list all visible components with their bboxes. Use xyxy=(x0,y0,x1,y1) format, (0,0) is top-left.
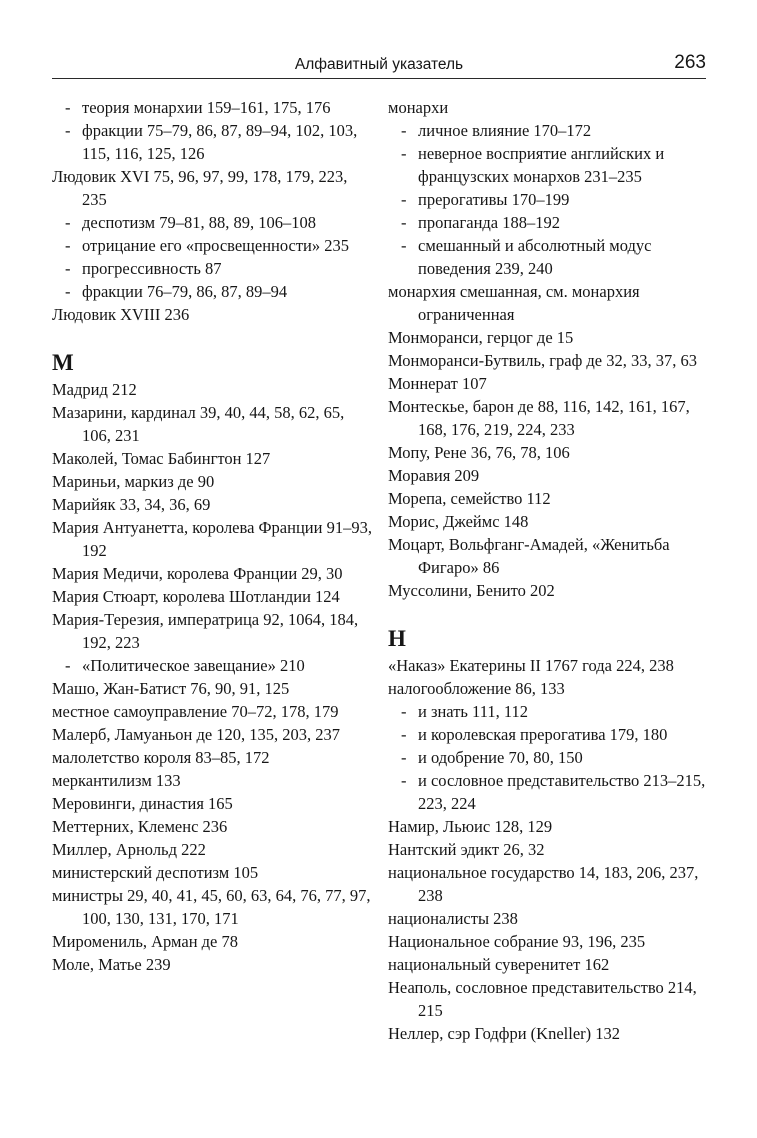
subentry-dash: - xyxy=(65,656,71,675)
subentry-dash: - xyxy=(401,121,407,140)
subentry-dash: - xyxy=(401,213,407,232)
index-entry xyxy=(388,815,710,838)
entry-text: Меттерних, Клеменс 236 xyxy=(52,817,228,836)
index-entry xyxy=(388,838,710,861)
index-entry xyxy=(388,654,710,677)
entry-text: Мариньи, маркиз де 90 xyxy=(52,472,215,491)
index-entry xyxy=(388,487,710,510)
entry-text: Муссолини, Бенито 202 xyxy=(388,581,555,600)
index-entry xyxy=(388,976,710,1022)
header-title: Алфавитный указатель xyxy=(294,56,464,73)
entry-text: прерогативы 170–199 xyxy=(418,190,570,209)
subentry-dash: - xyxy=(65,121,71,140)
index-entry xyxy=(52,378,374,401)
subentry-dash: - xyxy=(401,702,407,721)
index-subentry xyxy=(388,769,710,815)
index-subentry xyxy=(52,257,374,280)
entry-text: Людовик XVIII 236 xyxy=(52,305,190,324)
entry-text: фракции 75–79, 86, 87, 89–94, 102, 103, 115, 116, 125, 126 xyxy=(82,121,358,163)
index-entry xyxy=(52,447,374,470)
index-subentry xyxy=(52,234,374,257)
entry-text: отрицание его «просвещенности» 235 xyxy=(82,236,350,255)
entry-text: монархи xyxy=(388,98,449,117)
entry-text: министры 29, 40, 41, 45, 60, 63, 64, 76, 77, 97, 100, 130, 131, 170, 171 xyxy=(52,886,371,928)
index-entry xyxy=(52,700,374,723)
index-entry xyxy=(52,815,374,838)
entry-text: деспотизм 79–81, 88, 89, 106–108 xyxy=(82,213,316,232)
index-entry xyxy=(52,562,374,585)
subentry-dash: - xyxy=(65,213,71,232)
index-entry xyxy=(388,579,710,602)
index-entry xyxy=(52,838,374,861)
index-entry xyxy=(52,470,374,493)
entry-text: министерский деспотизм 105 xyxy=(52,863,259,882)
index-subentry xyxy=(388,142,710,188)
index-entry xyxy=(52,493,374,516)
index-entry xyxy=(388,349,710,372)
index-entry xyxy=(52,769,374,792)
entry-text: фракции 76–79, 86, 87, 89–94 xyxy=(82,282,288,301)
index-column-right xyxy=(388,96,710,1045)
index-entry xyxy=(52,608,374,654)
index-entry xyxy=(388,677,710,700)
entry-text: Неаполь, сословное представительство 214, 215 xyxy=(388,978,697,1020)
index-subentry xyxy=(388,211,710,234)
index-entry xyxy=(388,953,710,976)
entry-text: Морис, Джеймс 148 xyxy=(388,512,529,531)
subentry-dash: - xyxy=(401,748,407,767)
entry-text: Моравия 209 xyxy=(388,466,480,485)
entry-text: местное самоуправление 70–72, 178, 179 xyxy=(52,702,339,721)
entry-text: пропаганда 188–192 xyxy=(418,213,560,232)
index-entry xyxy=(52,953,374,976)
page-number: 263 xyxy=(674,52,706,73)
index-subentry xyxy=(52,96,374,119)
subentry-dash: - xyxy=(401,144,407,163)
entry-text: Машо, Жан-Батист 76, 90, 91, 125 xyxy=(52,679,290,698)
entry-text: налогообложение 86, 133 xyxy=(388,679,565,698)
index-entry xyxy=(52,884,374,930)
index-entry xyxy=(388,96,710,119)
index-subentry xyxy=(52,119,374,165)
index-subentry xyxy=(52,211,374,234)
entry-text: Мария Стюарт, королева Шотландии 124 xyxy=(52,587,340,606)
entry-text: Морепа, семейство 112 xyxy=(388,489,551,508)
index-entry xyxy=(388,1022,710,1045)
entry-text: национальный суверенитет 162 xyxy=(388,955,610,974)
index-subentry xyxy=(52,280,374,303)
entry-text: Маколей, Томас Бабингтон 127 xyxy=(52,449,271,468)
running-header xyxy=(52,52,706,79)
entry-text: Моннерат 107 xyxy=(388,374,487,393)
index-entry xyxy=(52,746,374,769)
index-entry xyxy=(388,464,710,487)
entry-text: Мария Антуанетта, королева Франции 91–93, 192 xyxy=(52,518,372,560)
index-entry xyxy=(52,516,374,562)
index-entry xyxy=(52,401,374,447)
entry-text: Мадрид 212 xyxy=(52,380,137,399)
entry-text: Монморанси-Бутвиль, граф де 32, 33, 37, 63 xyxy=(388,351,697,370)
subentry-dash: - xyxy=(65,98,71,117)
index-entry xyxy=(388,861,710,907)
entry-text: Национальное собрание 93, 196, 235 xyxy=(388,932,646,951)
entry-text: Намир, Льюис 128, 129 xyxy=(388,817,553,836)
index-entry xyxy=(388,533,710,579)
index-entry xyxy=(52,861,374,884)
index-subentry xyxy=(52,654,374,677)
entry-text: «Политическое завещание» 210 xyxy=(82,656,305,675)
entry-text: «Наказ» Екатерины II 1767 года 224, 238 xyxy=(388,656,674,675)
index-subentry xyxy=(388,700,710,723)
index-subentry xyxy=(388,188,710,211)
entry-text: теория монархии 159–161, 175, 176 xyxy=(82,98,331,117)
entry-text: Мопу, Рене 36, 76, 78, 106 xyxy=(388,443,570,462)
index-entry xyxy=(388,280,710,326)
index-entry xyxy=(52,723,374,746)
subentry-dash: - xyxy=(65,282,71,301)
entry-text: Марийяк 33, 34, 36, 69 xyxy=(52,495,211,514)
entry-text: Миромениль, Арман де 78 xyxy=(52,932,238,951)
index-column-left xyxy=(52,96,374,976)
index-subentry xyxy=(388,746,710,769)
index-entry xyxy=(388,395,710,441)
index-entry xyxy=(388,930,710,953)
index-entry xyxy=(52,165,374,211)
entry-text: Миллер, Арнольд 222 xyxy=(52,840,206,859)
entry-text: националисты 238 xyxy=(388,909,518,928)
entry-text: Неллер, сэр Годфри (Kneller) 132 xyxy=(388,1024,621,1043)
subentry-dash: - xyxy=(401,236,407,255)
index-entry xyxy=(52,303,374,326)
entry-text: и одобрение 70, 80, 150 xyxy=(418,748,583,767)
entry-text: Н xyxy=(388,626,406,651)
entry-text: личное влияние 170–172 xyxy=(418,121,592,140)
entry-text: смешанный и абсолютный модус поведения 239, 240 xyxy=(418,236,652,278)
subentry-dash: - xyxy=(65,236,71,255)
index-entry xyxy=(388,907,710,930)
subentry-dash: - xyxy=(401,771,407,790)
section-letter xyxy=(388,624,710,654)
index-entry xyxy=(52,792,374,815)
index-entry xyxy=(388,441,710,464)
entry-text: Мария Медичи, королева Франции 29, 30 xyxy=(52,564,343,583)
entry-text: Меровинги, династия 165 xyxy=(52,794,233,813)
index-entry xyxy=(388,372,710,395)
index-entry xyxy=(388,510,710,533)
entry-text: меркантилизм 133 xyxy=(52,771,181,790)
entry-text: Мария-Терезия, императрица 92, 1064, 184, 192, 223 xyxy=(52,610,359,652)
entry-text: прогрессивность 87 xyxy=(82,259,222,278)
entry-text: Моцарт, Вольфганг-Амадей, «Женитьба Фигаро» 86 xyxy=(388,535,670,577)
index-subentry xyxy=(388,723,710,746)
entry-text: неверное восприятие английских и французских монархов 231–235 xyxy=(418,144,665,186)
entry-text: Мазарини, кардинал 39, 40, 44, 58, 62, 65, 106, 231 xyxy=(52,403,345,445)
index-subentry xyxy=(388,234,710,280)
index-entry xyxy=(52,585,374,608)
entry-text: национальное государство 14, 183, 206, 237, 238 xyxy=(388,863,699,905)
entry-text: и сословное представительство 213–215, 223, 224 xyxy=(418,771,706,813)
entry-text: Нантский эдикт 26, 32 xyxy=(388,840,545,859)
index-entry xyxy=(388,326,710,349)
subentry-dash: - xyxy=(65,259,71,278)
entry-text: малолетство короля 83–85, 172 xyxy=(52,748,270,767)
entry-text: и королевская прерогатива 179, 180 xyxy=(418,725,668,744)
entry-text: Монтескье, барон де 88, 116, 142, 161, 167, 168, 176, 219, 224, 233 xyxy=(388,397,690,439)
entry-text: монархия смешанная, см. монархия ограниченная xyxy=(388,282,640,324)
index-entry xyxy=(52,930,374,953)
entry-text: Малерб, Ламуаньон де 120, 135, 203, 237 xyxy=(52,725,341,744)
entry-text: Моле, Матье 239 xyxy=(52,955,171,974)
section-letter xyxy=(52,348,374,378)
subentry-dash: - xyxy=(401,725,407,744)
entry-text: М xyxy=(52,350,74,375)
index-entry xyxy=(52,677,374,700)
entry-text: Монморанси, герцог де 15 xyxy=(388,328,574,347)
subentry-dash: - xyxy=(401,190,407,209)
entry-text: и знать 111, 112 xyxy=(418,702,528,721)
entry-text: Людовик XVI 75, 96, 97, 99, 178, 179, 223, 235 xyxy=(52,167,348,209)
index-subentry xyxy=(388,119,710,142)
